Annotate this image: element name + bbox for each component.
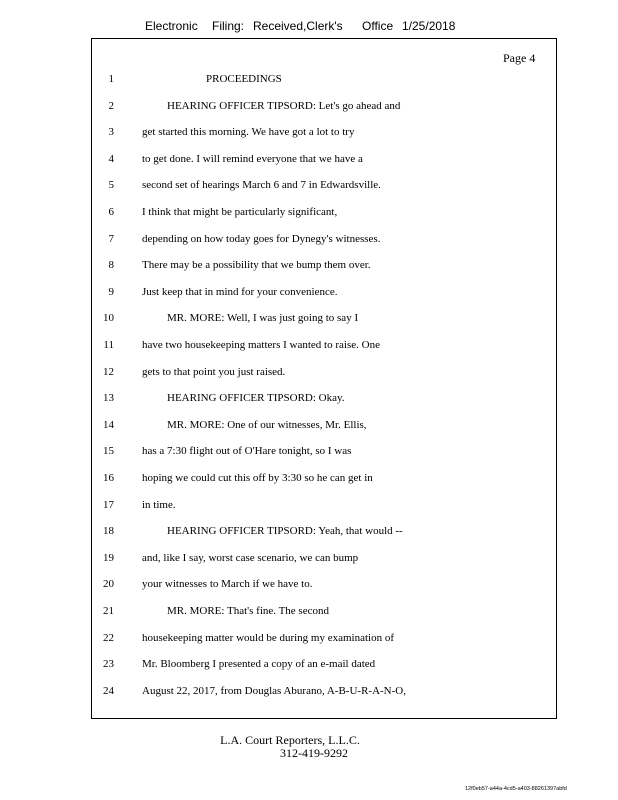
transcript-line	[91, 578, 557, 594]
line-number: 19	[103, 551, 114, 564]
transcript-line	[91, 126, 557, 142]
line-text: There may be a possibility that we bump them over.	[142, 259, 371, 272]
transcript-line	[91, 339, 557, 355]
line-number: 3	[108, 126, 114, 139]
line-text: in time.	[142, 498, 176, 511]
line-text: second set of hearings March 6 and 7 in Edwardsville.	[142, 179, 381, 192]
stamp-received: Received,Clerk's	[253, 19, 343, 33]
line-number: 14	[103, 418, 114, 431]
transcript-line	[91, 632, 557, 648]
transcript-line	[91, 499, 557, 515]
transcript-line	[91, 366, 557, 382]
transcript-line	[91, 552, 557, 568]
line-number: 15	[103, 445, 114, 458]
filing-stamp	[0, 19, 618, 35]
line-number: 10	[103, 312, 114, 325]
transcript-line	[91, 286, 557, 302]
line-text: August 22, 2017, from Douglas Aburano, A-B-U-R-A-N-O,	[142, 684, 406, 697]
line-text: MR. MORE: That's fine. The second	[167, 605, 329, 617]
transcript-line	[91, 259, 557, 275]
line-text: your witnesses to March if we have to.	[142, 578, 313, 591]
line-text: Just keep that in mind for your convenience.	[142, 285, 338, 298]
transcript-line	[91, 392, 557, 408]
line-text: MR. MORE: One of our witnesses, Mr. Ellis,	[167, 418, 367, 431]
line-text: get started this morning. We have got a lot to try	[142, 126, 355, 139]
line-text: gets to that point you just raised.	[142, 365, 286, 378]
transcript-line	[91, 153, 557, 169]
line-text: to get done. I will remind everyone that we have a	[142, 152, 363, 165]
line-text: have two housekeeping matters I wanted to raise. One	[142, 339, 380, 351]
line-text: HEARING OFFICER TIPSORD: Let's go ahead and	[167, 99, 401, 112]
line-text: HEARING OFFICER TIPSORD: Okay.	[167, 392, 345, 405]
line-text: PROCEEDINGS	[206, 73, 282, 85]
line-number: 2	[108, 99, 114, 112]
transcript-line	[91, 472, 557, 488]
page-number: Page 4	[503, 51, 536, 65]
line-number: 8	[108, 259, 114, 272]
document-id: 12f0eb57-a44a-4cd5-a403-88261397abfd	[465, 786, 567, 792]
court-reporter-phone: 312-419-9292	[280, 746, 348, 760]
line-number: 9	[108, 285, 114, 298]
line-number: 24	[103, 684, 114, 697]
stamp-filing: Filing:	[212, 19, 245, 33]
transcript-line	[91, 179, 557, 195]
transcript-line	[91, 685, 557, 701]
transcript-line	[91, 445, 557, 461]
transcript-line	[91, 73, 557, 89]
line-number: 22	[103, 631, 114, 644]
transcript-line	[91, 206, 557, 222]
line-number: 4	[108, 152, 114, 165]
line-text: Mr. Bloomberg I presented a copy of an e-mail dated	[142, 658, 376, 671]
transcript-line	[91, 100, 557, 116]
line-number: 16	[103, 472, 114, 484]
line-number: 6	[108, 206, 114, 218]
court-reporter-name: L.A. Court Reporters, L.L.C.	[220, 733, 360, 747]
line-text: has a 7:30 flight out of O'Hare tonight, so I was	[142, 445, 352, 458]
stamp-office: Office	[362, 19, 394, 33]
line-number: 13	[103, 392, 114, 405]
line-number: 11	[103, 339, 114, 351]
stamp-date: 1/25/2018	[402, 19, 456, 33]
line-text: depending on how today goes for Dynegy's witnesses.	[142, 232, 381, 245]
line-text: and, like I say, worst case scenario, we can bump	[142, 551, 359, 564]
line-number: 1	[108, 73, 114, 85]
line-number: 23	[103, 658, 114, 671]
line-text: I think that might be particularly significant,	[142, 206, 338, 218]
line-text: HEARING OFFICER TIPSORD: Yeah, that would --	[167, 525, 403, 538]
transcript-line	[91, 233, 557, 249]
line-text: housekeeping matter would be during my examination of	[142, 631, 395, 644]
stamp-electronic: Electronic	[145, 19, 198, 33]
transcript-line	[91, 312, 557, 328]
line-number: 12	[103, 365, 114, 378]
line-number: 21	[103, 605, 114, 617]
transcript-line	[91, 419, 557, 435]
transcript-line	[91, 658, 557, 674]
line-text: MR. MORE: Well, I was just going to say I	[167, 312, 359, 325]
line-number: 20	[103, 578, 114, 591]
line-number: 17	[103, 498, 114, 511]
transcript-line	[91, 605, 557, 621]
line-number: 7	[108, 232, 114, 245]
line-number: 18	[103, 525, 114, 538]
line-text: hoping we could cut this off by 3:30 so he can get in	[142, 472, 373, 484]
line-number: 5	[108, 179, 114, 192]
transcript-line	[91, 525, 557, 541]
